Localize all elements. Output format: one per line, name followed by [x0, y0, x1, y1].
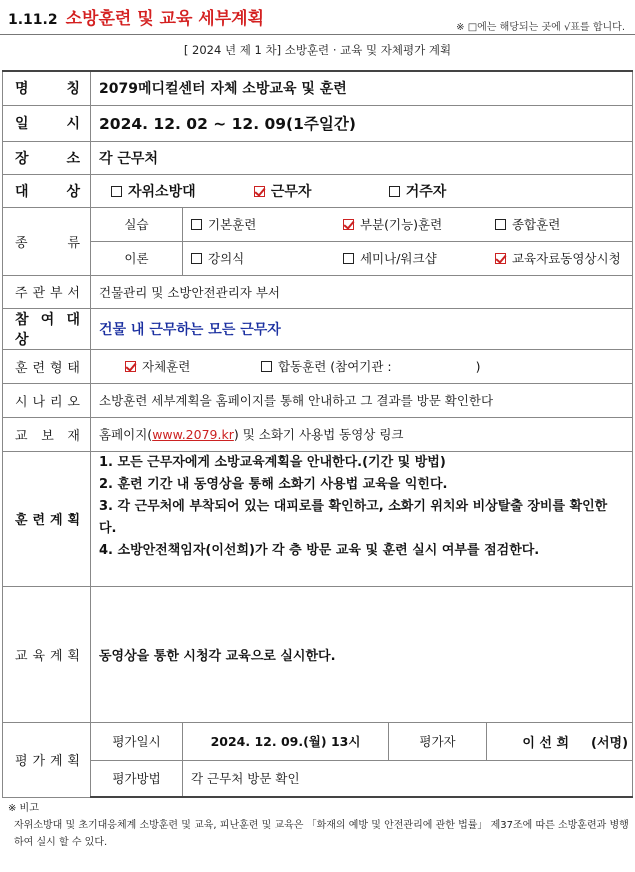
row-type-theory: [3, 241, 633, 275]
row-evaluation-date: [3, 722, 633, 760]
participants-value: 건물 내 근무하는 모든 근무자: [91, 308, 633, 349]
checkbox-checked[interactable]: [343, 219, 354, 230]
row-education-plan: [3, 586, 633, 722]
education-plan-label: 교 육 계 획: [3, 586, 91, 722]
footnote-title: ※ 비고: [8, 803, 39, 814]
checkbox-unchecked[interactable]: [261, 361, 272, 372]
checkbox-unchecked[interactable]: [191, 253, 202, 264]
row-materials: [3, 417, 633, 451]
row-place: [3, 141, 633, 174]
scenario-label: 시 나 리 오: [3, 383, 91, 417]
evaluation-date-value: 2024. 12. 09.(월) 13시: [183, 722, 389, 760]
scenario-value: 소방훈련 세부계획을 홈페이지를 통해 안내하고 그 결과를 방문 확인한다: [91, 383, 633, 417]
evaluation-plan-label: 평 가 계 획: [3, 722, 91, 797]
training-plan-form: [2, 70, 633, 798]
row-name: [3, 71, 633, 105]
name-label: 명 칭: [3, 71, 91, 105]
training-plan-item: 1. 모든 근무자에게 소방교육계획을 안내한다.(기간 및 방법): [99, 454, 446, 470]
row-evaluation-method: [3, 760, 633, 797]
theory-label: 이론: [91, 241, 183, 275]
footnote-text: 자위소방대 및 초기대응체계 소방훈련 및 교육, 피난훈련 및 교육은 「화재의 예방 및 안전관리에 관한 법률」 제37조에 따른 소방훈련과 병행하여 실시 할 수 있다.: [14, 820, 629, 848]
checkbox-unchecked[interactable]: [191, 219, 202, 230]
training-plan-item: 4. 소방안전책임자(이선희)가 각 층 방문 교육 및 훈련 실시 여부를 점검한다.: [99, 542, 540, 558]
row-training-plan: [3, 451, 633, 586]
training-plan-label: 훈 련 계 획: [3, 451, 91, 586]
materials-label: 교 보 재: [3, 417, 91, 451]
participants-label: 참 여 대 상: [3, 308, 91, 349]
evaluation-method-label: 평가방법: [91, 760, 183, 797]
checkbox-unchecked[interactable]: [111, 186, 122, 197]
homepage-link[interactable]: www.2079.kr: [152, 427, 234, 442]
training-plan-item: 2. 훈련 기간 내 동영상을 통해 소화기 사용법 교육을 익힌다.: [99, 476, 448, 492]
checkbox-checked[interactable]: [254, 186, 265, 197]
training-plan-items: [91, 451, 633, 586]
divider: [0, 34, 635, 35]
training-form-option-joint[interactable]: 합동훈련 (참여기관 : ): [261, 357, 481, 375]
theory-option-seminar[interactable]: 세미나/워크샵: [343, 249, 491, 267]
practice-label: 실습: [91, 207, 183, 241]
theory-option-lecture[interactable]: 강의식: [191, 249, 339, 267]
checkbox-unchecked[interactable]: [343, 253, 354, 264]
evaluator-signature: 이 선 희 (서명): [487, 722, 633, 760]
education-plan-value: 동영상을 통한 시청각 교육으로 실시한다.: [91, 586, 633, 722]
evaluation-date-label: 평가일시: [91, 722, 183, 760]
section-title: 소방훈련 및 교육 세부계획: [65, 9, 264, 29]
training-form-label: 훈 련 형 태: [3, 349, 91, 383]
practice-option-partial[interactable]: 부분(기능)훈련: [343, 215, 491, 233]
department-value: 건물관리 및 소방안전관리자 부서: [91, 275, 633, 308]
place-label: 장 소: [3, 141, 91, 174]
datetime-value: 2024. 12. 02 ~ 12. 09(1주일간): [91, 105, 633, 141]
row-datetime: [3, 105, 633, 141]
evaluation-method-value: 각 근무처 방문 확인: [183, 760, 633, 797]
practice-option-comprehensive[interactable]: 종합훈련: [495, 215, 560, 233]
footnote: [8, 800, 635, 851]
practice-options: [183, 207, 633, 241]
checkbox-unchecked[interactable]: [495, 219, 506, 230]
row-training-form: [3, 349, 633, 383]
target-label: 대 상: [3, 174, 91, 207]
training-plan-item: 3. 각 근무처에 부착되어 있는 대피로를 확인하고, 소화기 위치와 비상탈출 장비를 확인한다.: [99, 498, 608, 536]
department-label: 주 관 부 서: [3, 275, 91, 308]
section-number: 1.11.2: [8, 12, 58, 28]
place-value: 각 근무처: [91, 141, 633, 174]
checkbox-instruction-note: ※ □에는 해당되는 곳에 √표를 합니다.: [456, 22, 625, 33]
row-participants: [3, 308, 633, 349]
theory-options: [183, 241, 633, 275]
checkbox-checked[interactable]: [125, 361, 136, 372]
checkbox-unchecked[interactable]: [389, 186, 400, 197]
type-label: 종 류: [3, 207, 91, 275]
target-option-residents[interactable]: 거주자: [389, 181, 447, 201]
plan-subheading: [ 2024 년 제 1 차] 소방훈련 · 교육 및 자체평가 계획: [183, 43, 452, 57]
row-type-practice: [3, 207, 633, 241]
evaluator-label: 평가자: [389, 722, 487, 760]
row-target: [3, 174, 633, 207]
target-option-workers[interactable]: 근무자: [254, 181, 384, 201]
row-scenario: [3, 383, 633, 417]
training-form-options: [91, 349, 633, 383]
name-value: 2079메디컬센터 자체 소방교육 및 훈련: [91, 71, 633, 105]
training-form-option-self[interactable]: 자체훈련: [99, 357, 257, 375]
materials-value: 홈페이지(www.2079.kr) 및 소화기 사용법 동영상 링크: [91, 417, 633, 451]
target-option-self-defense[interactable]: 자위소방대: [99, 181, 249, 201]
theory-option-video[interactable]: 교육자료동영상시청: [495, 249, 621, 267]
target-options: [91, 174, 633, 207]
section-heading: [8, 4, 264, 29]
practice-option-basic[interactable]: 기본훈련: [191, 215, 339, 233]
row-department: [3, 275, 633, 308]
checkbox-checked[interactable]: [495, 253, 506, 264]
datetime-label: 일 시: [3, 105, 91, 141]
